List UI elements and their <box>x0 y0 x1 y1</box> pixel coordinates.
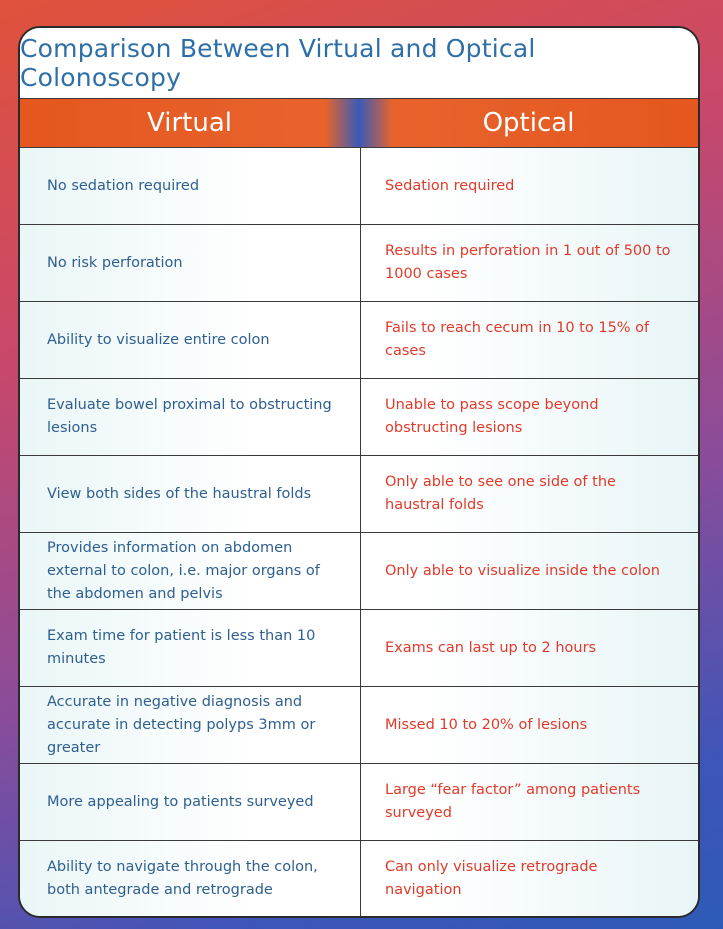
header-optical: Optical <box>482 108 575 138</box>
virtual-cell: Ability to navigate through the colon, both antegrade and retrograde <box>20 841 361 917</box>
header-virtual: Virtual <box>147 108 232 138</box>
table-row <box>20 456 698 533</box>
comparison-card <box>18 26 700 918</box>
virtual-cell: Exam time for patient is less than 10 minutes <box>20 610 361 686</box>
virtual-cell: Provides information on abdomen external to colon, i.e. major organs of the abdomen and pelvis <box>20 533 361 609</box>
optical-cell: Exams can last up to 2 hours <box>385 639 597 656</box>
table-row <box>20 764 698 841</box>
optical-cell: Sedation required <box>385 177 515 194</box>
table-row <box>20 687 698 764</box>
optical-cell: Only able to visualize inside the colon <box>385 562 660 579</box>
table-row <box>20 610 698 687</box>
optical-cell: Missed 10 to 20% of lesions <box>385 716 588 733</box>
optical-cell: Results in perforation in 1 out of 500 to 1000 cases <box>385 243 671 282</box>
table-row <box>20 379 698 456</box>
virtual-cell: Evaluate bowel proximal to obstructing lesions <box>20 379 361 455</box>
optical-cell: Large “fear factor” among patients surveyed <box>385 782 641 821</box>
virtual-cell: Accurate in negative diagnosis and accurate in detecting polyps 3mm or greater <box>20 687 361 763</box>
table-header <box>20 98 698 148</box>
table-row <box>20 225 698 302</box>
virtual-cell: View both sides of the haustral folds <box>20 456 361 532</box>
virtual-cell: More appealing to patients surveyed <box>20 764 361 840</box>
optical-cell: Can only visualize retrograde navigation <box>385 859 598 898</box>
virtual-cell: Ability to visualize entire colon <box>20 302 361 378</box>
optical-cell: Only able to see one side of the haustral folds <box>385 474 616 513</box>
virtual-cell: No sedation required <box>20 148 361 224</box>
page-title: Comparison Between Virtual and Optical Colonoscopy <box>20 28 698 98</box>
optical-cell: Fails to reach cecum in 10 to 15% of cases <box>385 320 650 359</box>
table-row <box>20 533 698 610</box>
table-row <box>20 148 698 225</box>
table-row <box>20 302 698 379</box>
virtual-cell: No risk perforation <box>20 225 361 301</box>
table-body <box>20 148 698 917</box>
table-row <box>20 841 698 917</box>
optical-cell: Unable to pass scope beyond obstructing lesions <box>385 397 599 436</box>
